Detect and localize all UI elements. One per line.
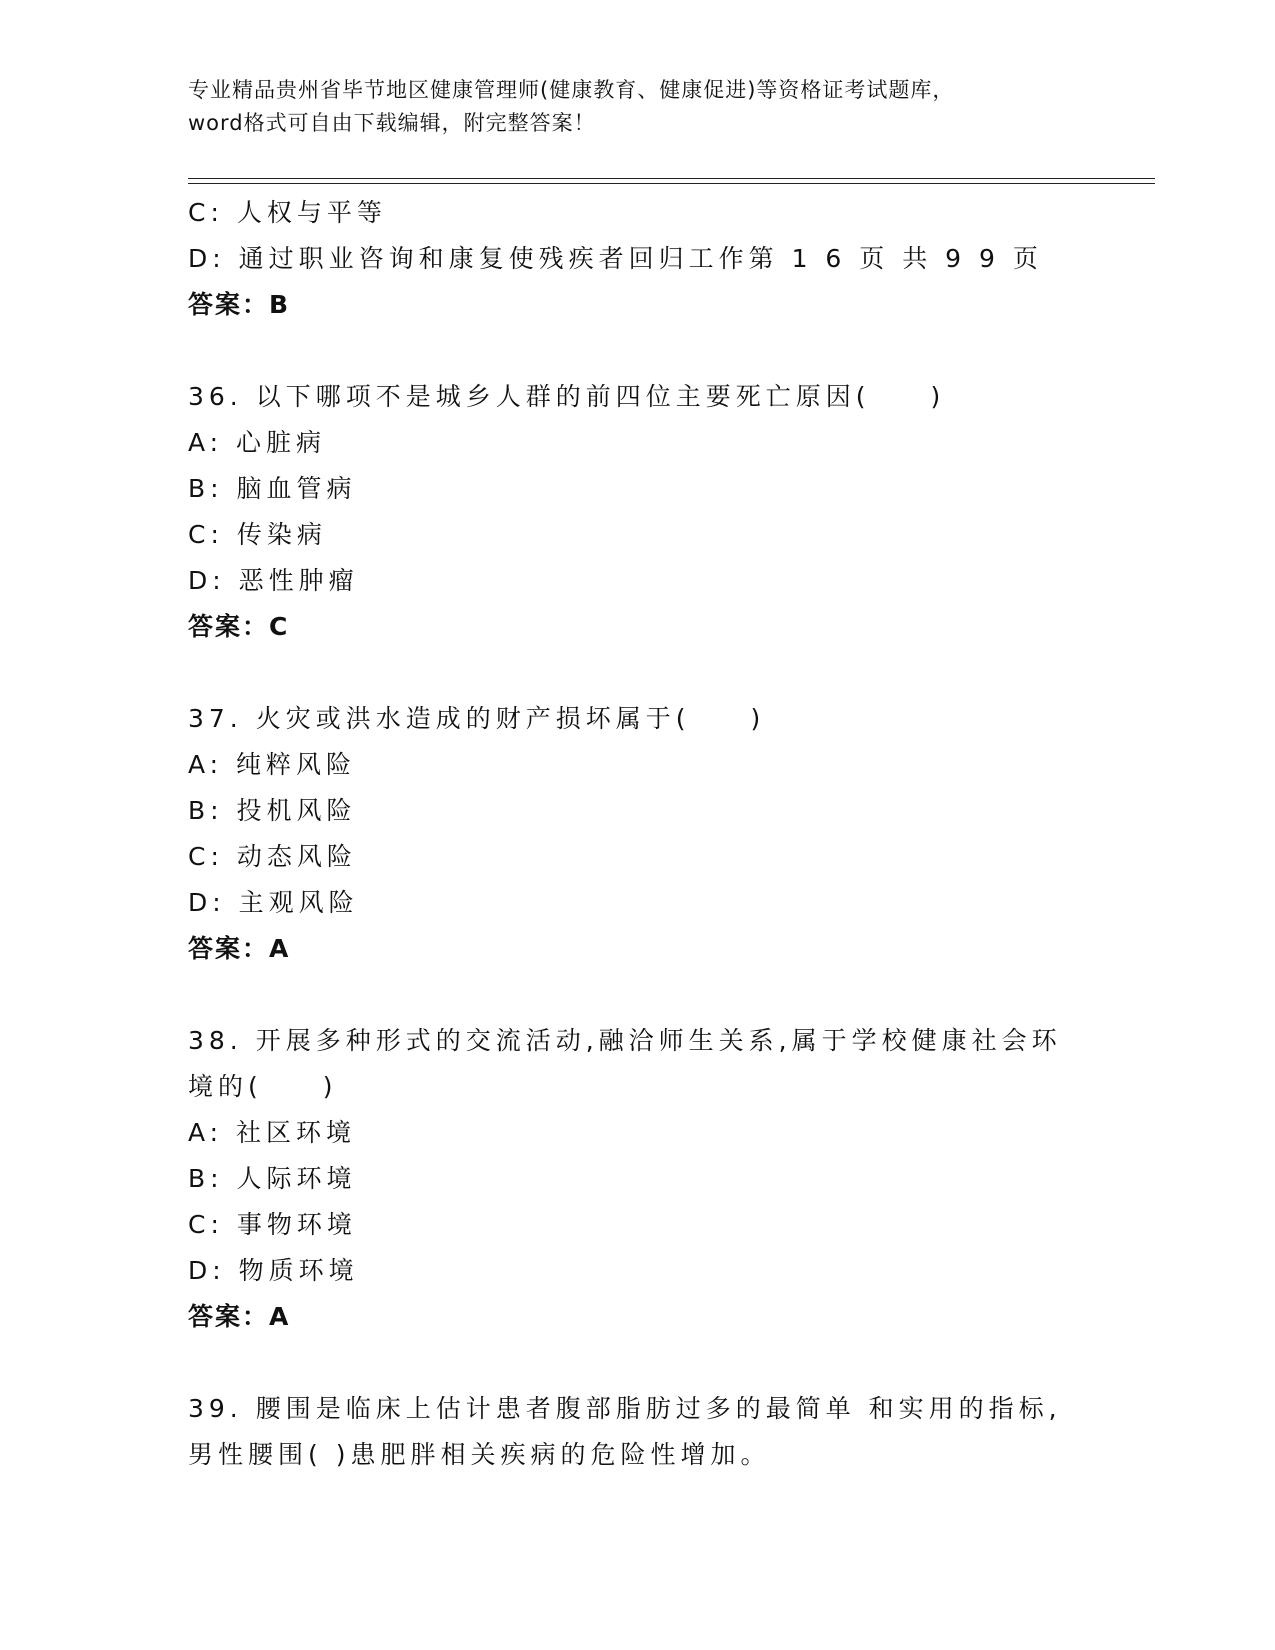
spacer — [188, 1340, 1088, 1386]
document-header — [188, 74, 1088, 140]
option-d: D: 主观风险 — [188, 888, 359, 917]
answer-line: 答案：A — [188, 1302, 291, 1331]
option-b: B: 脑血管病 — [188, 474, 357, 503]
option-d: D: 恶性肿瘤 — [188, 566, 359, 595]
option-b: B: 人际环境 — [188, 1164, 357, 1193]
header-line-1: 专业精品贵州省毕节地区健康管理师(健康教育、健康促进)等资格证考试题库， — [188, 78, 955, 102]
question-list — [188, 190, 1088, 1478]
option-a: A: 社区环境 — [188, 1118, 357, 1147]
question-39 — [188, 1386, 1088, 1478]
question-37 — [188, 696, 1088, 972]
header-divider-bottom — [188, 183, 1155, 184]
option-a: A: 心脏病 — [188, 428, 327, 457]
header-line-2: word格式可自由下载编辑，附完整答案！ — [188, 111, 596, 135]
spacer — [188, 328, 1088, 374]
option-c: C: 人权与平等 — [188, 198, 387, 227]
answer-line: 答案：C — [188, 612, 290, 641]
carry-over-block — [188, 190, 1088, 328]
header-divider-top — [188, 178, 1155, 179]
option-b: B: 投机风险 — [188, 796, 357, 825]
question-stem: 37. 火灾或洪水造成的财产损坏属于( ) — [188, 704, 766, 733]
spacer — [188, 972, 1088, 1018]
option-d: D: 物质环境 — [188, 1256, 359, 1285]
option-c: C: 传染病 — [188, 520, 327, 549]
option-c: C: 事物环境 — [188, 1210, 357, 1239]
answer-line: 答案：B — [188, 290, 291, 319]
question-36 — [188, 374, 1088, 650]
question-stem: 36. 以下哪项不是城乡人群的前四位主要死亡原因( ) — [188, 382, 946, 411]
option-d: D: 通过职业咨询和康复使残疾者回归工作第 1 6 页 共 9 9 页 — [188, 244, 1043, 273]
option-a: A: 纯粹风险 — [188, 750, 357, 779]
spacer — [188, 650, 1088, 696]
question-stem: 38. 开展多种形式的交流活动,融洽师生关系,属于学校健康社会环境的( ) — [188, 1026, 1062, 1101]
question-38 — [188, 1018, 1088, 1340]
option-c: C: 动态风险 — [188, 842, 357, 871]
answer-line: 答案：A — [188, 934, 291, 963]
question-stem: 39. 腰围是临床上估计患者腹部脂肪过多的最简单 和实用的指标,男性腰围( )患肥胖相关疾病的危险性增加。 — [188, 1394, 1062, 1469]
